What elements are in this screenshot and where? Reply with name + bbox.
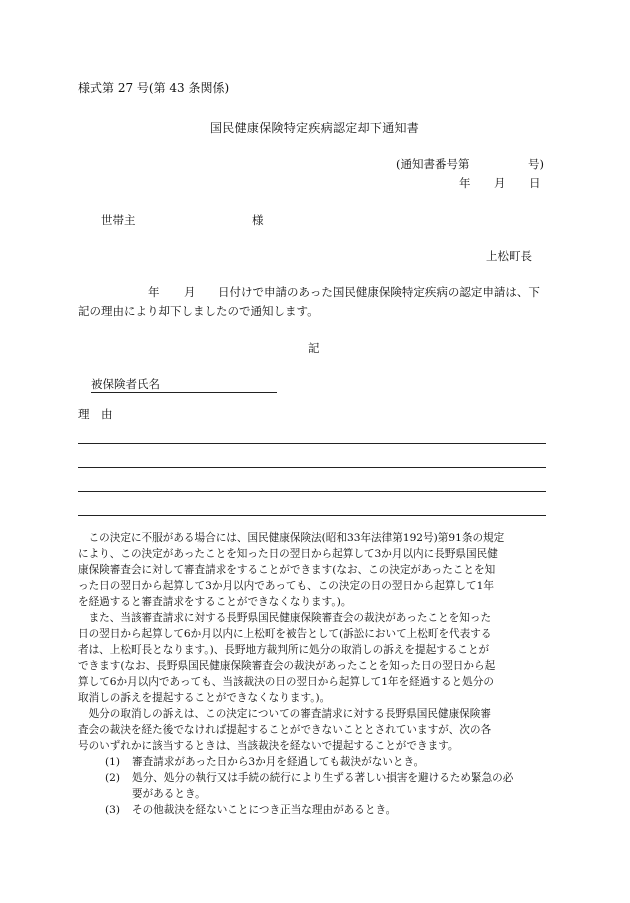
reason-line-3 [78, 491, 546, 492]
date-day-label: 日 [529, 176, 541, 190]
appeal-p2-line4: できます(なお、長野県国民健康保険審査会の裁決があったことを知った日の翌日から起 [78, 660, 496, 672]
notice-number-open: (通知書番号第 [396, 157, 470, 171]
reason-label: 理 由 [78, 407, 113, 421]
appeal-p1-line3: 康保険審査会に対して審査請求をすることができます(なお、この決定があったことを知 [78, 564, 496, 576]
issuer-name: 上松町長 [486, 249, 532, 263]
appeal-p1-line5: を経過すると審査請求をすることができなくなります。)。 [78, 596, 352, 608]
date-year-label: 年 [459, 176, 471, 190]
condition-1-text: 審査請求があった日から3か月を経過しても裁決がないとき。 [132, 756, 425, 768]
intro-month-label: 月 [184, 285, 196, 299]
appeal-p3-line1: 処分の取消しの訴えは、この決定についての審査請求に対する長野県国民健康保険審 [78, 708, 491, 720]
appeal-p1-line4: った日の翌日から起算して3か月以内であっても、この決定の日の翌日から起算して1年 [78, 580, 494, 592]
intro-text-line2: 記の理由により却下しましたので通知します。 [78, 304, 319, 318]
appeal-p2-line2: 日の翌日から起算して6か月以内に上松町を被告として(訴訟において上松町を代表する [78, 628, 492, 640]
notice-number-close: 号) [528, 157, 544, 171]
ki-heading: 記 [308, 341, 320, 355]
date-month-label: 月 [494, 176, 506, 190]
form-number: 様式第 27 号(第 43 条関係) [78, 81, 230, 95]
reason-line-2 [78, 467, 546, 468]
page-title: 国民健康保険特定疾病認定却下通知書 [210, 121, 420, 135]
intro-year-label: 年 [148, 285, 160, 299]
reason-line-4 [78, 515, 546, 516]
reason-line-1 [78, 443, 546, 444]
condition-2-number: (2) [105, 772, 121, 784]
appeal-p3-line3: 号のいずれかに該当するときは、当該裁決を経ないで提起することができます。 [78, 740, 459, 752]
condition-2-text: 処分、処分の執行又は手続の続行により生ずる著しい損害を避けるため緊急の必 [132, 772, 514, 784]
appeal-p3-line2: 査会の裁決を経た後でなければ提起することができないこととされていますが、次の各 [78, 724, 492, 736]
honorific-label: 様 [252, 213, 264, 227]
householder-label: 世帯主 [101, 213, 136, 227]
appeal-p2-line5: 算して6か月以内であっても、当該裁決の日の翌日から起算して1年を経過すると処分の [78, 676, 494, 688]
appeal-p1-line2: により、この決定があったことを知った日の翌日から起算して3か月以内に長野県国民健 [78, 548, 498, 560]
insured-name-label: 被保険者氏名 [91, 377, 160, 391]
insured-name-underline [91, 392, 277, 393]
appeal-p2-line1: また、当該審査請求に対する長野県国民健康保険審査会の裁決があったことを知った [78, 612, 492, 624]
appeal-p2-line3: 者は、上松町長となります。)、長野地方裁判所に処分の取消しの訴えを提起することが [78, 644, 490, 656]
condition-3-text: その他裁決を経ないことにつき正当な理由があるとき。 [132, 804, 397, 816]
appeal-p1-line1: この決定に不服がある場合には、国民健康保険法(昭和33年法律第192号)第91条の規定 [78, 532, 505, 544]
condition-2-text-cont: 要があるとき。 [132, 788, 206, 800]
condition-3-number: (3) [105, 804, 121, 816]
intro-text-line1: 日付けで申請のあった国民健康保険特定疾病の認定申請は、下 [218, 285, 540, 299]
appeal-p2-line6: 取消しの訴えを提起することができなくなります。)。 [78, 692, 331, 704]
condition-1-number: (1) [105, 756, 121, 768]
